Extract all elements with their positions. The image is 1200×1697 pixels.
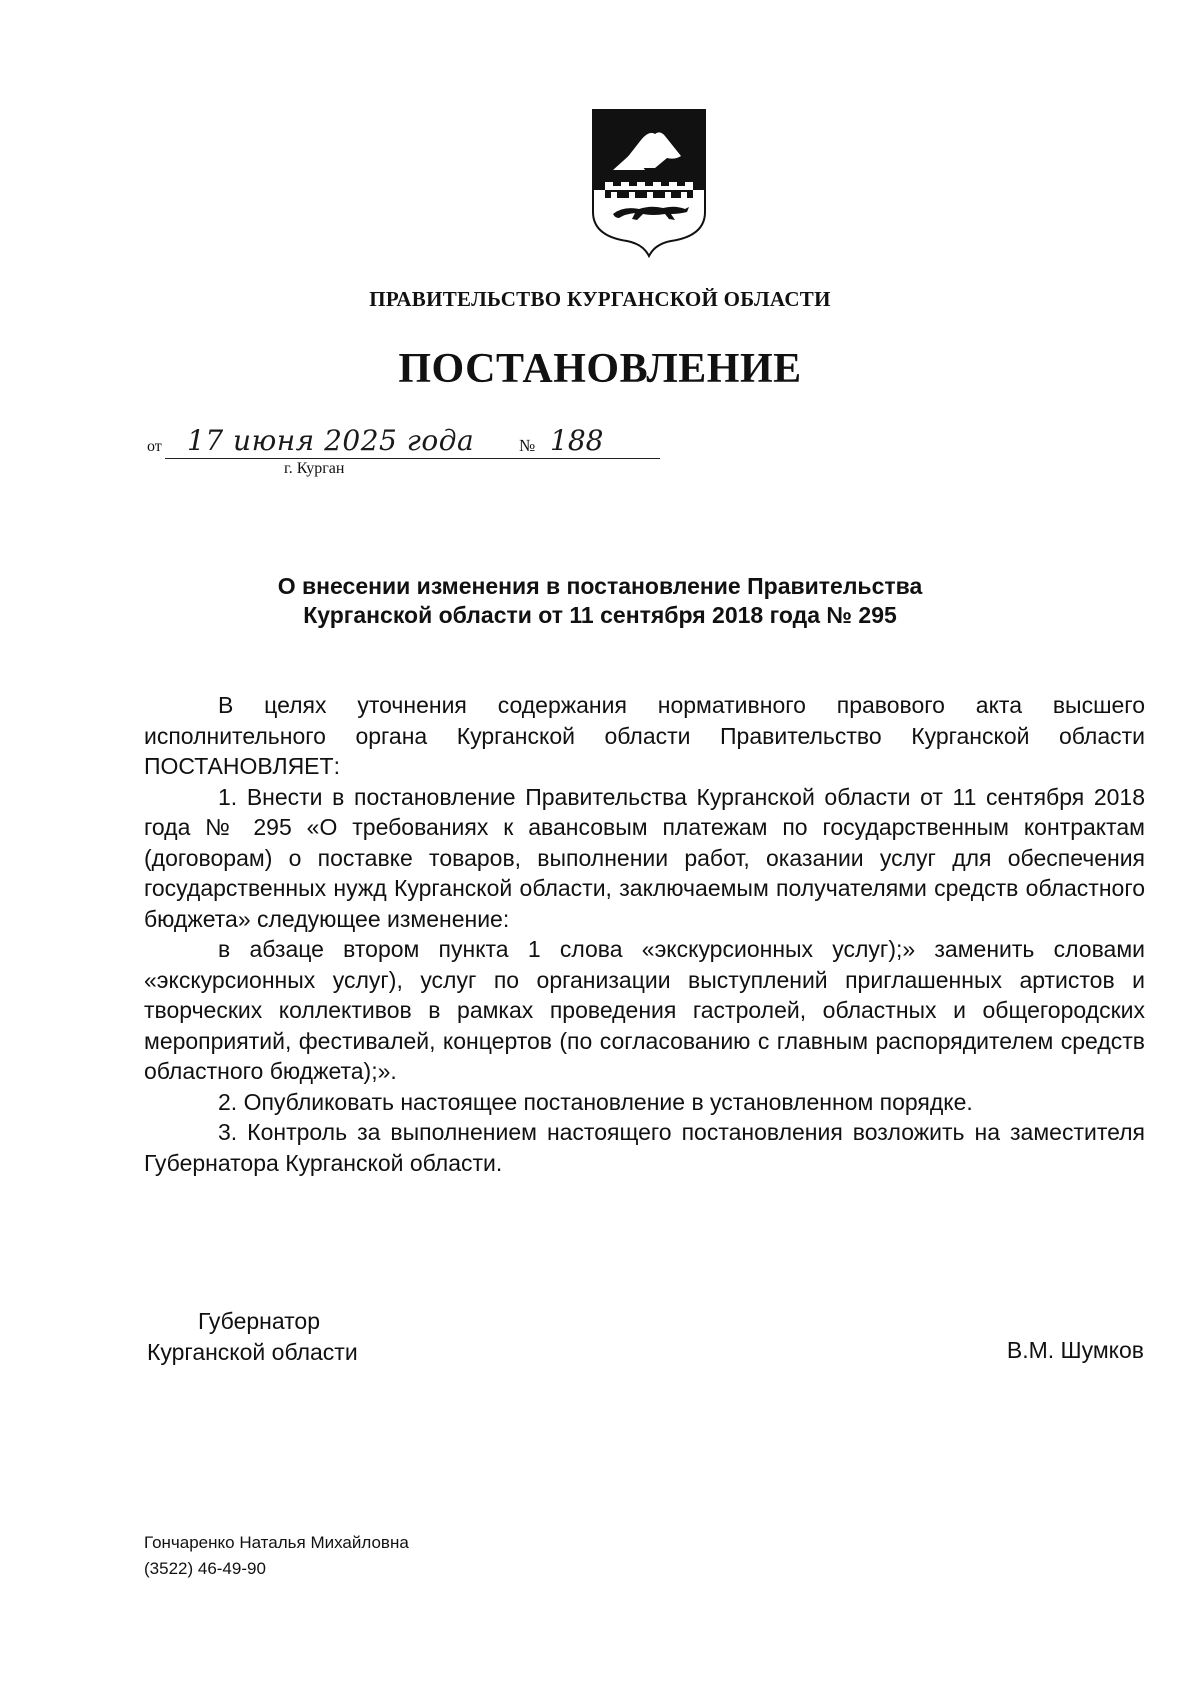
signatory-title-line-2: Курганской области: [147, 1339, 358, 1365]
document-type-title: ПОСТАНОВЛЕНИЕ: [398, 346, 802, 392]
date-prefix: от: [147, 438, 162, 455]
signatory-title-line-1: Губернатор: [198, 1308, 321, 1334]
signatory-name: В.М. Шумков: [1006, 1337, 1144, 1363]
body-paragraph-item-2: 2. Опубликовать настоящее постановление в установленном порядке.: [218, 1088, 973, 1115]
body-paragraph-preamble: В целях уточнения содержания нормативного правового акта высшего исполнительного органа Курганской области Правительство Курганской области ПОСТАНОВЛЯЕТ:: [144, 692, 1145, 779]
body-paragraph-item-1: 1. Внести в постановление Правительства Курганской области от 11 сентября 2018 года № 295 «О требованиях к авансовым платежам по государственным контрактам (договорам) о поставке товаров, выполнении работ, оказании услуг для обеспечения государственных нужд Курганской области, заключаемым получателями средств областного бюджета» следующее изменение:: [144, 783, 1145, 932]
body-paragraph-item-3: 3. Контроль за выполнением настоящего постановления возложить на заместителя Губернатора Курганской области.: [144, 1119, 1145, 1176]
government-name: ПРАВИТЕЛЬСТВО КУРГАНСКОЙ ОБЛАСТИ: [369, 287, 831, 311]
date-underline: [165, 458, 660, 459]
document-body: [144, 690, 1145, 1178]
contact-info: [144, 1530, 409, 1582]
city-label: г. Курган: [284, 460, 345, 477]
date-number-line: [147, 424, 647, 484]
document-subject: [0, 572, 1200, 630]
number-sign: №: [519, 436, 536, 455]
subject-line-1: О внесении изменения в постановление Правительства: [277, 573, 923, 599]
contact-phone: (3522) 46-49-90: [144, 1559, 266, 1578]
handwritten-number: 188: [550, 424, 604, 457]
handwritten-date: 17 июня 2025 года: [187, 424, 475, 457]
subject-line-2: Курганской области от 11 сентября 2018 года № 295: [303, 602, 897, 628]
coat-of-arms-emblem: [589, 108, 709, 258]
contact-name: Гончаренко Наталья Михайловна: [144, 1533, 409, 1552]
body-paragraph-amendment: в абзаце втором пункта 1 слова «экскурсионных услуг);» заменить словами «экскурсионных услуг), услуг по организации выступлений приглашенных артистов и творческих коллективов в рамках проведения гастролей, областных и общегородских мероприятий, фестивалей, концертов (по согласованию с главным распорядителем средств областного бюджета);».: [144, 936, 1145, 1084]
signatory-title: [147, 1306, 358, 1368]
